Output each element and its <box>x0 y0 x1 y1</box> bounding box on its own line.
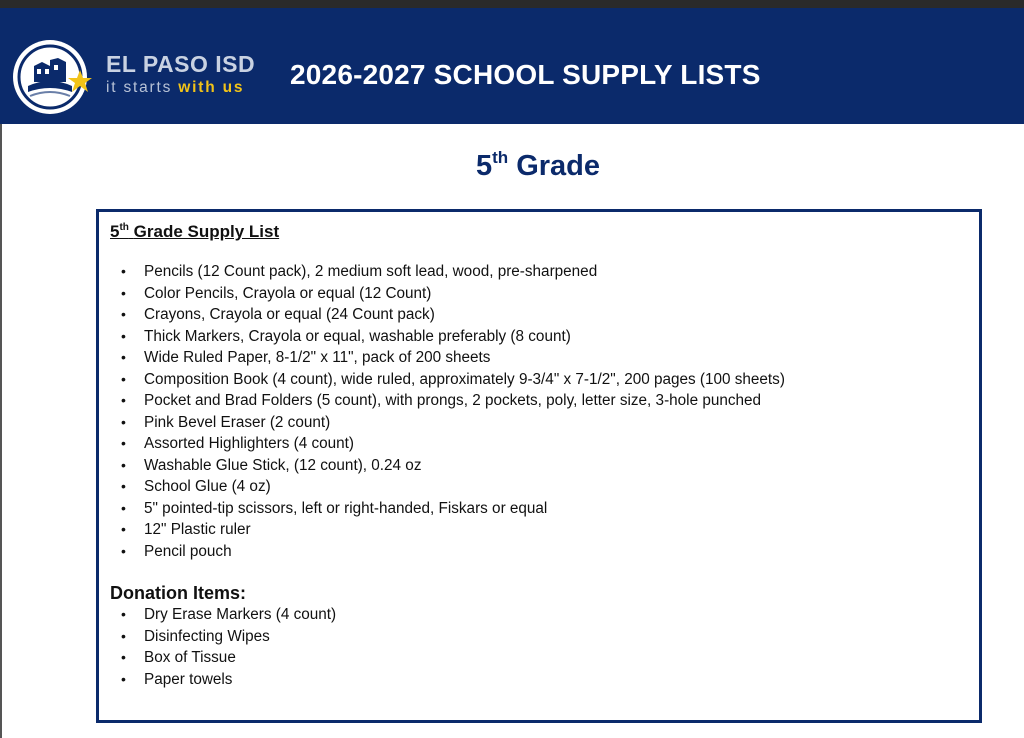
list-item <box>99 283 785 305</box>
supply-items <box>99 261 785 562</box>
bullet: • <box>121 499 126 516</box>
bullet: • <box>121 456 126 473</box>
tagline-part1: it starts <box>106 79 179 96</box>
banner-title: 2026-2027 SCHOOL SUPPLY LISTS <box>290 59 761 90</box>
brand-tagline <box>106 78 255 98</box>
item-text: Pocket and Brad Folders (5 count), with prongs, 2 pockets, poly, letter size, 3-hole punched <box>144 392 762 409</box>
bullet: • <box>121 627 126 644</box>
item-text: Box of Tissue <box>144 649 236 666</box>
item-text: Wide Ruled Paper, 8-1/2" x 11", pack of 200 sheets <box>144 349 491 366</box>
list-item <box>99 519 785 541</box>
item-text: Assorted Highlighters (4 count) <box>144 435 355 452</box>
bullet: • <box>121 370 126 387</box>
list-item <box>99 455 785 477</box>
bullet: • <box>121 392 126 408</box>
list-item <box>99 476 785 498</box>
brand-name: EL PASO ISD <box>106 51 256 77</box>
item-text: Pencils (12 Count pack), 2 medium soft lead, wood, pre-sharpened <box>144 263 598 280</box>
list-item <box>99 347 785 369</box>
school-district-logo-icon <box>12 36 94 118</box>
item-text: Composition Book (4 count), wide ruled, approximately 9-3/4" x 7-1/2", 200 pages (100 sheets) <box>144 370 785 388</box>
item-text: Color Pencils, Crayola or equal (12 Count) <box>144 284 432 302</box>
bullet: • <box>121 306 126 322</box>
item-text: School Glue (4 oz) <box>144 478 271 495</box>
tagline-part2: with us <box>178 79 245 96</box>
list-item <box>99 647 336 669</box>
list-item <box>99 626 336 648</box>
list-title-rest: Grade Supply List <box>133 222 280 241</box>
bullet: • <box>121 263 126 279</box>
list-title-suffix: th <box>119 222 129 233</box>
list-item <box>99 541 785 563</box>
list-item <box>99 369 785 391</box>
bullet: • <box>121 435 126 451</box>
page-title <box>0 146 1024 186</box>
bullet: • <box>121 349 126 365</box>
donation-title: Donation Items: <box>110 583 247 603</box>
item-text: Pink Bevel Eraser (2 count) <box>144 413 331 431</box>
list-item <box>99 498 785 520</box>
bullet: • <box>121 413 126 430</box>
list-item <box>99 669 336 691</box>
supply-list-box <box>96 209 982 723</box>
item-text: Disinfecting Wipes <box>144 627 270 645</box>
grade-number: 5 <box>475 150 493 182</box>
bullet: • <box>121 478 126 494</box>
item-text: Pencil pouch <box>144 542 232 560</box>
bullet: • <box>121 649 126 665</box>
header-banner <box>0 8 1024 124</box>
page-left-edge <box>0 124 2 738</box>
list-item <box>99 261 785 283</box>
bullet: • <box>121 606 126 622</box>
list-item <box>99 390 785 412</box>
list-item <box>99 412 785 434</box>
bullet: • <box>121 284 126 301</box>
window-top-bar <box>0 0 1024 8</box>
bullet: • <box>121 670 126 687</box>
supply-list-title <box>110 221 279 243</box>
item-text: Washable Glue Stick, (12 count), 0.24 oz <box>144 456 422 474</box>
grade-suffix: th <box>492 148 509 167</box>
list-item <box>99 304 785 326</box>
grade-word: Grade <box>516 150 601 182</box>
list-item <box>99 433 785 455</box>
bullet: • <box>121 521 126 537</box>
bullet: • <box>121 542 126 559</box>
item-text: Paper towels <box>144 670 233 688</box>
item-text: Dry Erase Markers (4 count) <box>144 606 337 623</box>
item-text: Crayons, Crayola or equal (24 Count pack) <box>144 306 435 323</box>
list-item <box>99 604 336 626</box>
brand-block <box>106 52 255 98</box>
item-text: 12" Plastic ruler <box>144 521 251 538</box>
donation-items <box>99 604 336 690</box>
list-title-number: 5 <box>110 222 120 241</box>
item-text: 5" pointed-tip scissors, left or right-handed, Fiskars or equal <box>144 499 548 517</box>
item-text: Thick Markers, Crayola or equal, washable preferably (8 count) <box>144 327 571 345</box>
bullet: • <box>121 327 126 344</box>
list-item <box>99 326 785 348</box>
